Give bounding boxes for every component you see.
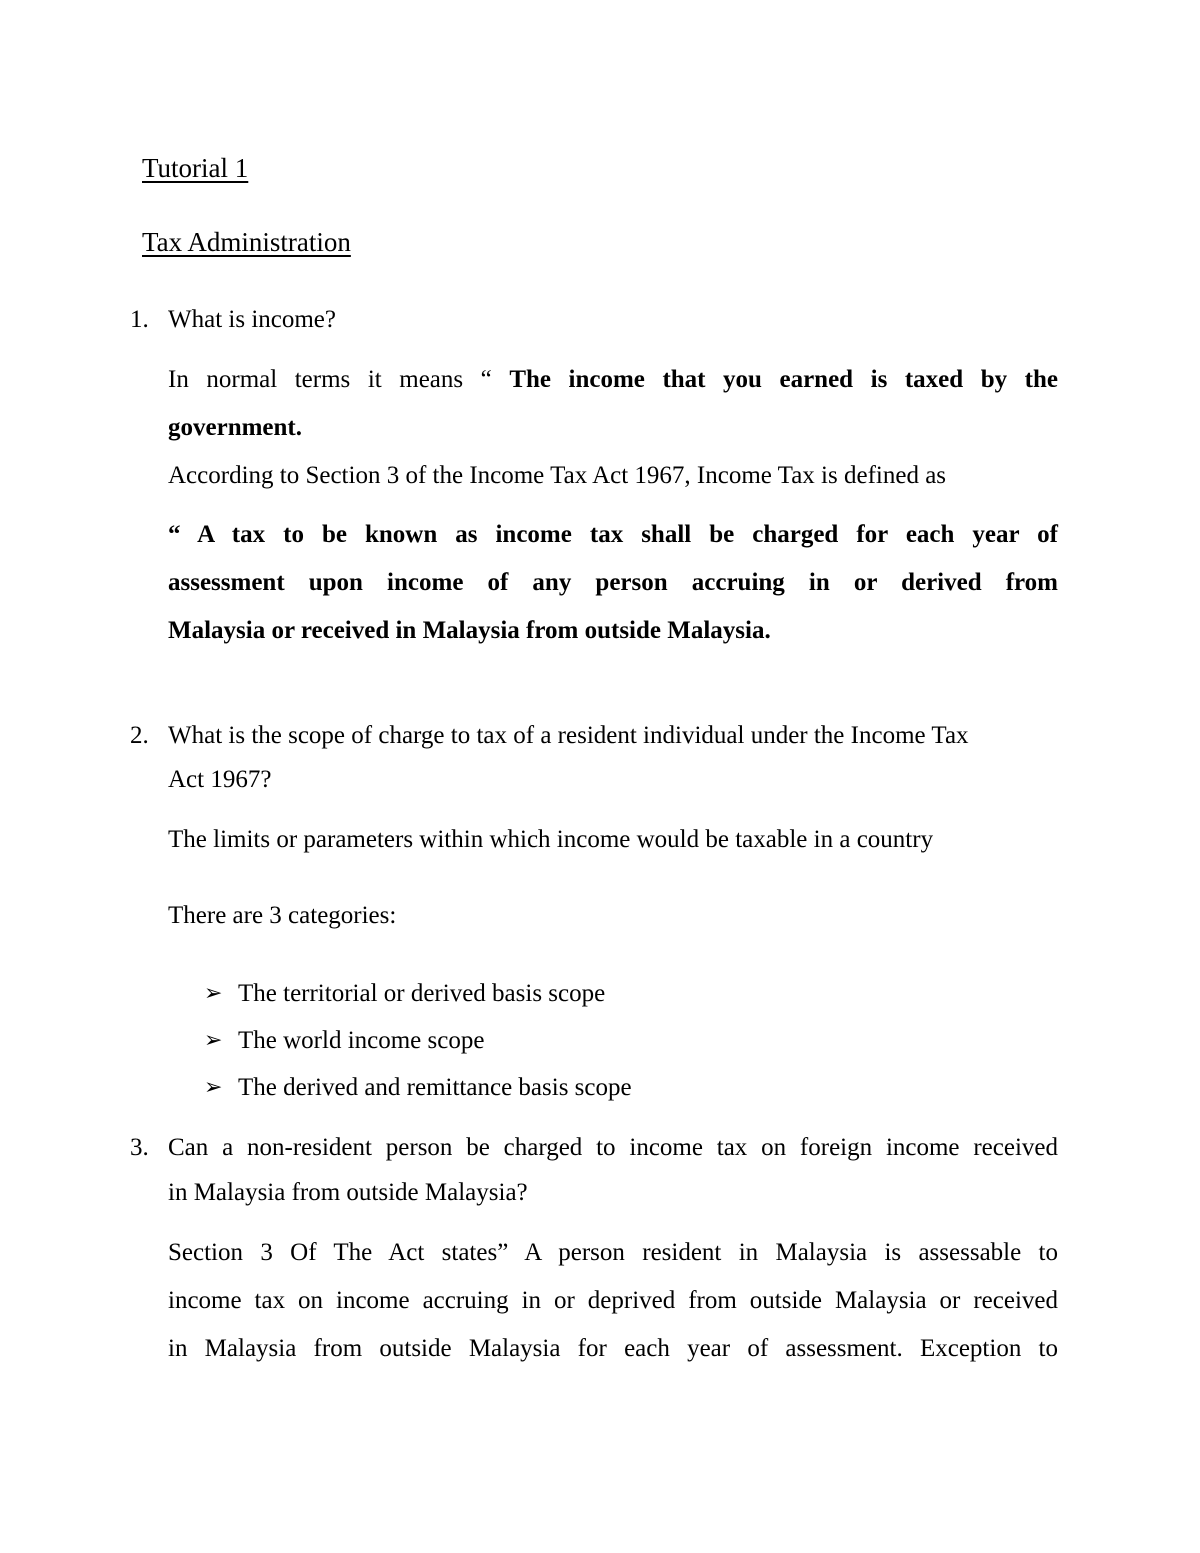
q3-answer-line-2: income tax on income accruing in or deprived from outside Malaysia or received — [168, 1287, 1058, 1314]
arrow-bullet-icon: ➢ — [204, 1028, 223, 1053]
q1-normal-bold-line-2: government. — [168, 414, 302, 441]
q2-bullet-3: The derived and remittance basis scope — [238, 1074, 632, 1101]
q2-bullet-1: The territorial or derived basis scope — [238, 980, 606, 1007]
q2-answer: The limits or parameters within which income would be taxable in a country — [168, 826, 934, 853]
arrow-bullet-icon: ➢ — [204, 1075, 223, 1100]
document-title: Tutorial 1 — [142, 153, 249, 183]
q1-quote-line-2: assessment upon income of any person accruing in or derived from — [168, 569, 1058, 596]
question-2-line-2: Act 1967? — [168, 766, 272, 793]
arrow-bullet-icon: ➢ — [204, 981, 223, 1006]
q1-normal-terms-line-1 — [168, 367, 1058, 392]
document-subtitle: Tax Administration — [142, 227, 351, 257]
question-2-line-1: What is the scope of charge to tax of a resident individual under the Income Tax — [168, 722, 969, 749]
question-3-line-1: Can a non-resident person be charged to income tax on foreign income received — [168, 1134, 1058, 1161]
q3-answer-line-3: in Malaysia from outside Malaysia for each year of assessment. Exception to — [168, 1335, 1058, 1362]
question-1-text: What is income? — [168, 306, 336, 333]
question-3-line-2: in Malaysia from outside Malaysia? — [168, 1179, 528, 1206]
question-3-number: 3. — [130, 1134, 149, 1161]
q1-normal-bold-line-1: The income that you earned is taxed by the — [509, 366, 1058, 393]
q1-quote-line-3: Malaysia or received in Malaysia from outside Malaysia. — [168, 617, 771, 644]
q1-quote-line-1: “ A tax to be known as income tax shall be charged for each year of — [168, 521, 1058, 548]
q2-categories-intro: There are 3 categories: — [168, 902, 397, 929]
question-1-number: 1. — [130, 306, 149, 333]
q1-section-reference: According to Section 3 of the Income Tax Act 1967, Income Tax is defined as — [168, 462, 947, 489]
question-2-number: 2. — [130, 722, 149, 749]
q1-normal-prefix: In normal terms it means “ — [168, 366, 510, 393]
q3-answer-line-1: Section 3 Of The Act states” A person resident in Malaysia is assessable to — [168, 1239, 1058, 1266]
q2-bullet-2: The world income scope — [238, 1027, 485, 1054]
